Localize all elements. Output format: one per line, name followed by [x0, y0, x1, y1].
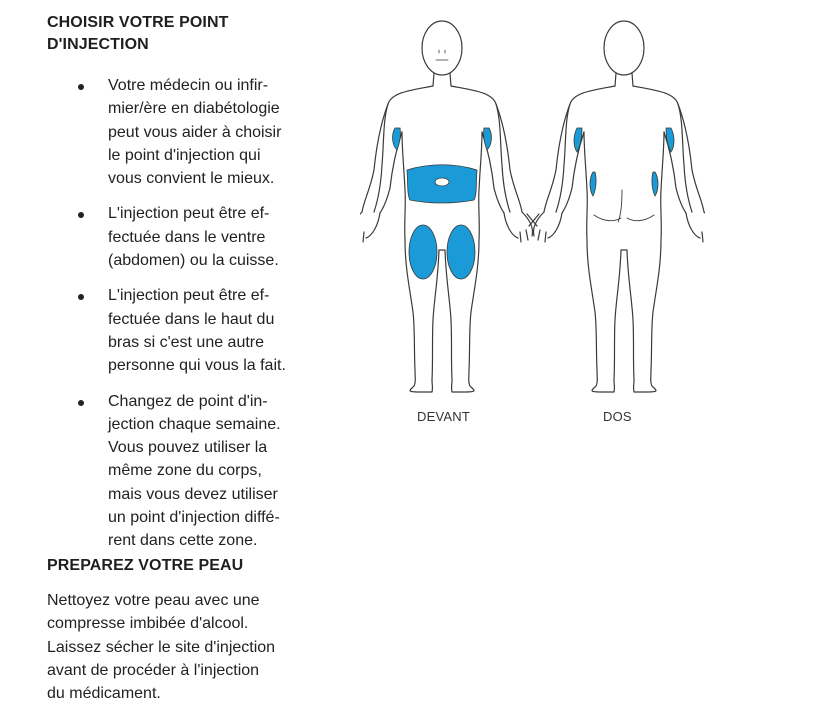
paragraph-line: Laissez sécher le site d'injection	[47, 638, 276, 656]
prepare-skin-heading: PREPAREZ VOTRE PEAU	[47, 557, 244, 574]
bullet-line: mais vous devez utiliser	[108, 485, 278, 503]
injection-site-tips	[47, 74, 337, 553]
bullet-dot-icon	[78, 212, 84, 218]
body-diagram	[360, 0, 705, 440]
back-right-hip-zone	[652, 172, 658, 196]
navel-icon	[435, 178, 449, 186]
back-left-hip-zone	[590, 172, 596, 196]
bullet-dot-icon	[78, 294, 84, 300]
bullet-line: fectuée dans le haut du	[108, 310, 275, 328]
bullet-line: vous convient le mieux.	[108, 170, 275, 188]
paragraph-line: du médicament.	[47, 685, 161, 703]
prepare-skin-section	[47, 555, 337, 705]
bullet-line: un point d'injection diffé-	[108, 509, 280, 527]
front-view-label: DEVANT	[417, 409, 470, 424]
heading-line: D'INJECTION	[47, 36, 149, 53]
bullet-line: mier/ère en diabétologie	[108, 100, 280, 118]
front-left-arm-zone	[393, 128, 401, 150]
paragraph-line: avant de procéder à l'injection	[47, 661, 260, 679]
bullet-line: Vous pouvez utiliser la	[108, 439, 268, 457]
bullet-line: même zone du corps,	[108, 462, 262, 480]
bullet-item	[47, 74, 337, 190]
prepare-skin-paragraph	[47, 589, 337, 705]
bullet-line: Votre médecin ou infir-	[108, 77, 269, 94]
bullet-item	[47, 202, 337, 272]
front-injection-zones	[393, 128, 492, 279]
bullet-line: L'injection peut être ef-	[108, 205, 270, 223]
heading-line: CHOISIR VOTRE POINT	[47, 14, 229, 31]
front-right-thigh-zone	[447, 225, 475, 279]
back-right-arm-zone	[666, 128, 674, 152]
bullet-line: Changez de point d'in-	[108, 392, 268, 410]
bullet-line: personne qui vous la fait.	[108, 357, 286, 375]
bullet-line: (abdomen) ou la cuisse.	[108, 252, 279, 270]
front-left-thigh-zone	[409, 225, 437, 279]
bullet-line: le point d'injection qui	[108, 146, 261, 164]
back-injection-zones	[574, 128, 674, 196]
bullet-line: bras si c'est une autre	[108, 333, 265, 351]
bullet-dot-icon	[78, 400, 84, 406]
front-body-outline	[360, 21, 537, 392]
front-right-arm-zone	[484, 128, 492, 150]
back-view-label: DOS	[603, 409, 632, 424]
injection-sites-figure	[360, 0, 705, 440]
bullet-line: fectuée dans le ventre	[108, 228, 266, 246]
bullet-line: rent dans cette zone.	[108, 532, 258, 550]
paragraph-line: compresse imbibée d'alcool.	[47, 615, 249, 633]
choose-site-heading	[47, 12, 337, 56]
bullet-item	[47, 284, 337, 377]
back-left-arm-zone	[574, 128, 582, 152]
bullet-line: L'injection peut être ef-	[108, 287, 270, 305]
bullet-line: jection chaque semaine.	[108, 415, 281, 433]
back-body-outline	[529, 21, 705, 392]
paragraph-line: Nettoyez votre peau avec une	[47, 592, 260, 609]
bullet-item	[47, 390, 337, 553]
instructions-column	[47, 12, 337, 565]
bullet-line: peut vous aider à choisir	[108, 123, 282, 141]
bullet-dot-icon	[78, 84, 84, 90]
